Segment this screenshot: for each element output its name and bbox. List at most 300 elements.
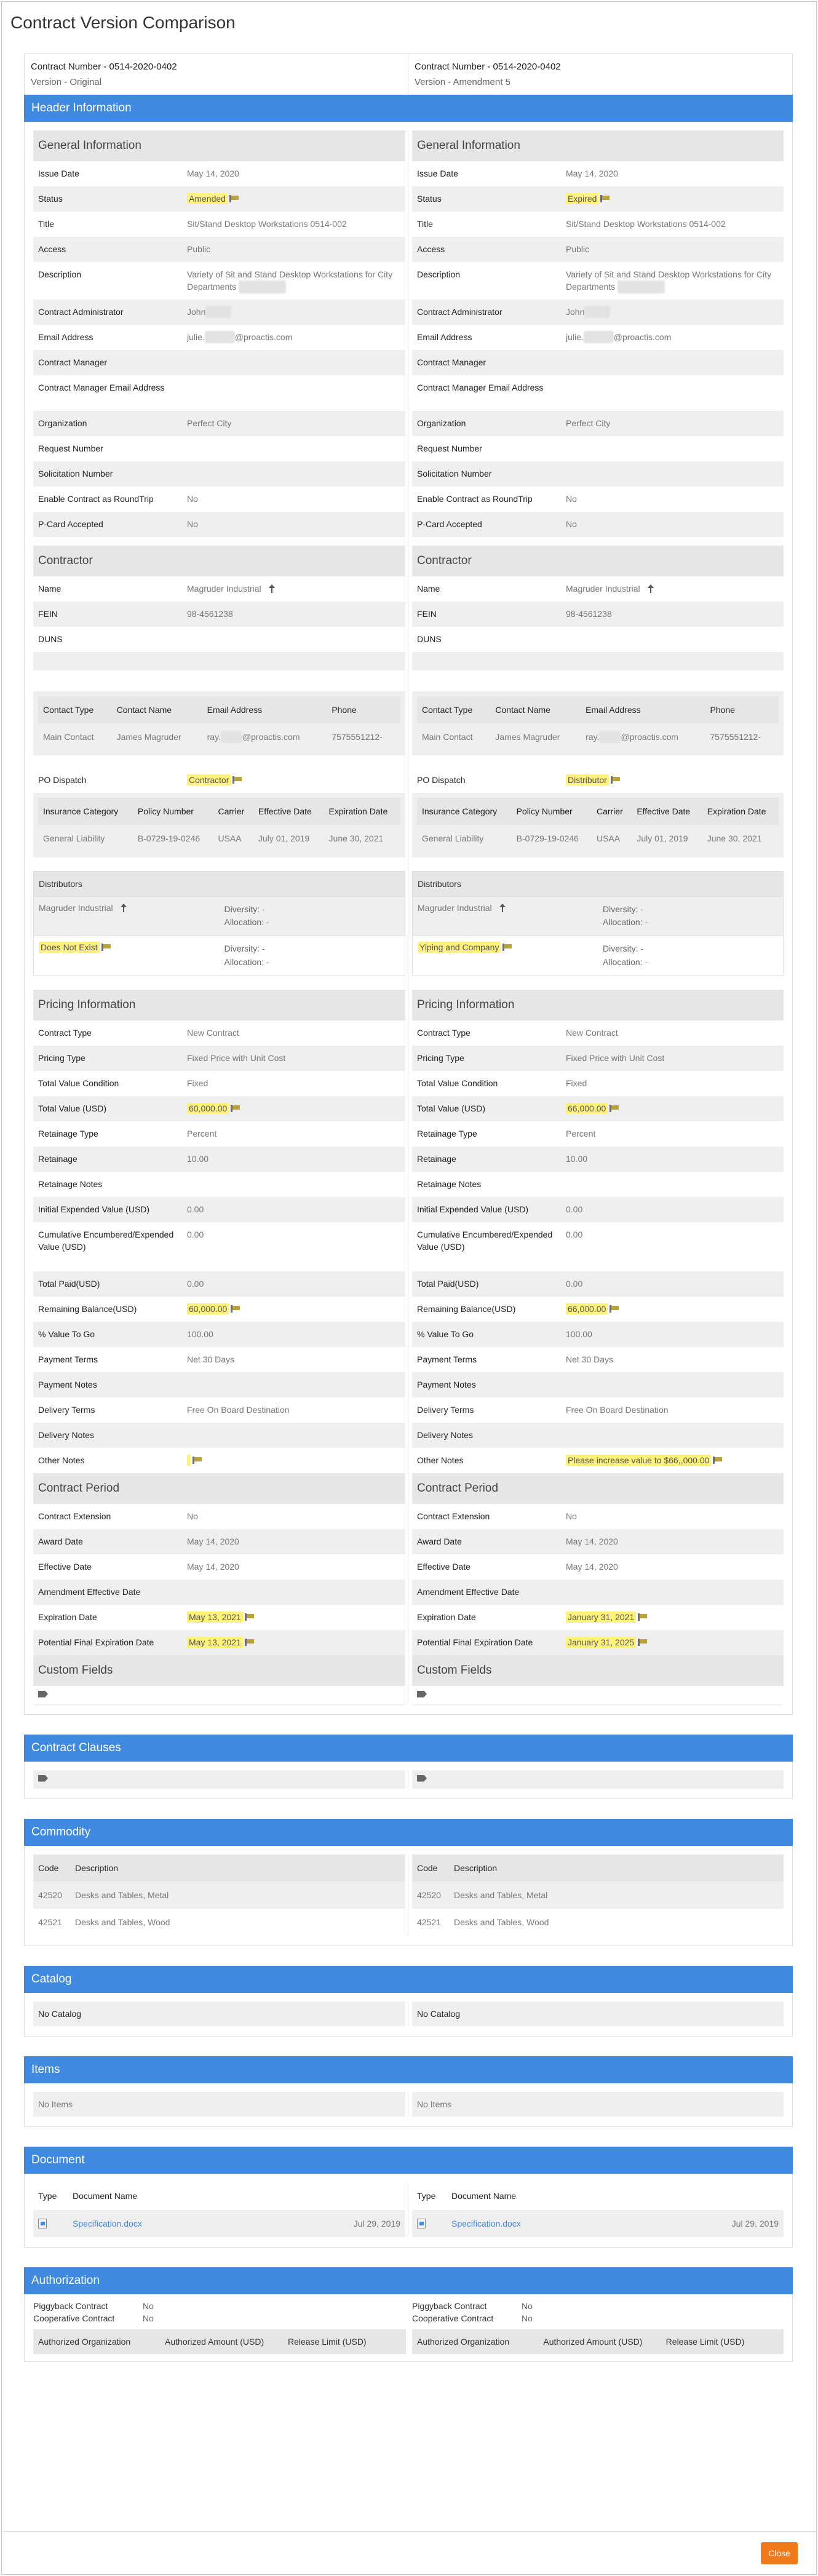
initial-expended-label: Initial Expended Value (USD) [417,1204,529,1214]
contract-type-value: New Contract [566,1027,618,1038]
document-link[interactable]: Specification.docx [73,2218,142,2228]
remaining-value: 60,000.00 [187,1303,229,1314]
contacts-table [38,696,400,751]
table-row [412,1909,784,1936]
roundtrip-value: No [187,493,198,504]
allocation: Allocation: - [224,956,269,967]
access-label: Access [38,244,66,254]
contract-admin-label: Contract Administrator [417,306,502,317]
redacted-text [205,306,231,318]
col-header: Email Address [581,696,705,723]
po-dispatch-label: PO Dispatch [417,775,466,785]
custom-fields-title: Custom Fields [33,1655,405,1686]
insurance-table [417,798,779,853]
cooperative-value: No [143,2313,154,2323]
col-header: Effective Date [253,798,324,825]
piggyback-label: Piggyback Contract [33,2301,108,2312]
word-document-icon [38,2219,47,2228]
allocation: Allocation: - [224,917,269,928]
amendment-effective-label: Amendment Effective Date [417,1586,520,1597]
carrier: USAA [213,825,253,852]
contract-manager-label: Contract Manager [38,357,108,367]
col-header: Code [33,1854,70,1882]
table-row [412,2210,784,2237]
status-value: Amended [187,193,228,204]
status-label: Status [417,194,442,204]
commodity-header[interactable]: Commodity [24,1819,793,1846]
authorization-table-header [33,2329,406,2354]
request-number-label: Request Number [417,443,482,453]
table-row [33,2210,405,2237]
tag-icon [38,1691,48,1698]
delivery-terms-label: Delivery Terms [417,1404,474,1415]
retainage-label: Retainage [417,1153,456,1164]
effective-date-label: Effective Date [38,1561,92,1572]
no-catalog-text: No Catalog [412,2002,784,2026]
document-link[interactable]: Specification.docx [451,2218,521,2228]
distributor-row [413,896,783,936]
commodity-code: 42521 [33,1909,70,1936]
retainage-notes-label: Retainage Notes [417,1179,482,1189]
distributor-name: Magruder Industrial [39,902,113,913]
delivery-terms-value: Free On Board Destination [187,1404,290,1415]
title-value: Sit/Stand Desktop Workstations 0514-002 [566,219,726,229]
delivery-notes-label: Delivery Notes [38,1429,95,1440]
contact-email [202,723,327,750]
piggyback-label: Piggyback Contract [412,2301,487,2312]
award-date-label: Award Date [417,1536,462,1546]
payment-notes-label: Payment Notes [38,1379,97,1389]
expiration-date-label: Expiration Date [417,1612,476,1622]
organization-label: Organization [417,418,466,428]
commodity-description: Desks and Tables, Metal [449,1882,784,1909]
tvc-label: Total Value Condition [417,1078,498,1088]
policy-number: B-0729-19-0246 [512,825,592,852]
retainage-value: 10.00 [187,1153,209,1164]
contract-manager-email-label: Contract Manager Email Address [417,382,544,392]
allocation: Allocation: - [603,956,648,967]
other-notes-value [187,1455,191,1466]
contractor-name: Magruder Industrial [566,583,640,594]
pricing-type-label: Pricing Type [38,1052,85,1063]
comparison-content [24,54,793,2362]
change-flag-icon [245,1613,255,1621]
change-flag-icon [638,1639,648,1646]
retainage-label: Retainage [38,1153,77,1164]
award-date-value: May 14, 2020 [566,1536,618,1546]
other-notes-value: Please increase value to $66,,000.00 [566,1455,711,1466]
expiration-date-value: January 31, 2021 [566,1612,636,1623]
fein-value: 98-4561238 [187,608,233,619]
col-header: Contact Name [490,696,581,723]
col-header: Phone [705,696,779,723]
other-notes-label: Other Notes [38,1455,85,1465]
authorization-body [24,2294,793,2362]
col-header: Insurance Category [417,798,512,825]
col-header: Carrier [592,798,632,825]
extension-value: No [187,1511,198,1521]
contractor-name: Magruder Industrial [187,583,261,594]
table-row [38,825,400,852]
contractor-title: Contractor [412,546,784,576]
distributors-title: Distributors [34,872,405,896]
change-flag-icon [600,195,610,202]
diversity: Diversity: - [603,944,644,954]
cumulative-label: Cumulative Encumbered/Expended Value (USD) [417,1229,553,1252]
cumulative-value: 0.00 [566,1229,583,1239]
insurance-table [38,798,400,853]
contact-type: Main Contact [38,723,112,750]
change-flag-icon [229,195,239,202]
payment-notes-label: Payment Notes [417,1379,476,1389]
total-value: 66,000.00 [566,1103,608,1114]
version-label: Version - Amendment 5 [415,77,510,87]
change-flag-icon [638,1613,648,1621]
expiration-date: June 30, 2021 [324,825,400,852]
contract-clauses-body [24,1762,793,1799]
total-value-label: Total Value (USD) [417,1103,486,1113]
title-value: Sit/Stand Desktop Workstations 0514-002 [187,219,347,229]
piggyback-value: No [143,2301,154,2312]
distributor-name: Does Not Exist [39,942,100,953]
email-prefix: ray. [586,731,600,742]
commodity-description: Desks and Tables, Wood [449,1909,784,1936]
contractor-title: Contractor [33,546,405,576]
redacted-text [239,280,286,293]
retainage-type-label: Retainage Type [38,1128,98,1139]
cumulative-value: 0.00 [187,1229,204,1239]
items-header[interactable]: Items [24,2056,793,2083]
name-label: Name [417,583,440,594]
comparison-window [1,1,817,2575]
roundtrip-label: Enable Contract as RoundTrip [38,493,154,504]
contract-manager-label: Contract Manager [417,357,486,367]
pct-to-go-label: % Value To Go [38,1329,95,1339]
change-flag-icon [193,1457,202,1464]
header-right-pane [408,130,792,1704]
award-date-label: Award Date [38,1536,83,1546]
pcard-label: P-Card Accepted [38,519,103,529]
commodity-description: Desks and Tables, Wood [70,1909,405,1936]
header-information-header[interactable]: Header Information [24,95,793,122]
change-flag-icon [232,776,242,784]
col-header: Document Name [68,2182,264,2209]
amendment-effective-label: Amendment Effective Date [38,1586,141,1597]
commodity-code: 42520 [412,1882,449,1909]
name-label: Name [38,583,62,594]
table-row [412,1882,784,1909]
primary-arrow-icon [499,904,506,912]
tvc-value: Fixed [566,1078,587,1088]
contact-name: James Magruder [490,723,581,750]
col-header: Description [70,1854,405,1882]
organization-label: Organization [38,418,87,428]
col-header: Document Name [447,2182,643,2209]
payment-terms-label: Payment Terms [38,1354,98,1364]
solicitation-number-label: Solicitation Number [38,468,113,479]
tvc-label: Total Value Condition [38,1078,119,1088]
insurance-category: General Liability [417,825,512,852]
col-header: Policy Number [133,798,213,825]
distributors-box [33,871,405,976]
document-body [24,2174,793,2248]
tag-icon [38,1775,48,1782]
description-value: Variety of Sit and Stand Desktop Workstations for City Departments [566,269,772,292]
carrier: USAA [592,825,632,852]
total-paid-label: Total Paid(USD) [417,1278,479,1289]
contact-phone: 7575551212- [705,723,779,750]
col-header: Contact Type [38,696,112,723]
authorization-table-header [412,2329,784,2354]
potential-final-value: May 13, 2021 [187,1637,243,1648]
contacts-table [417,696,779,751]
col-header: Carrier [213,798,253,825]
diversity: Diversity: - [224,944,265,954]
email-label: Email Address [417,332,472,342]
cooperative-value: No [522,2313,533,2323]
col-header: Authorized Amount (USD) [165,2337,264,2347]
expiration-date: June 30, 2021 [702,825,779,852]
col-header: Insurance Category [38,798,133,825]
contract-number: Contract Number - 0514-2020-0402 [415,62,561,72]
table-row [417,825,779,852]
email-suffix: @proactis.com [621,731,679,742]
redacted-text [584,331,614,343]
diversity: Diversity: - [603,904,644,914]
col-header: Authorized Amount (USD) [543,2337,643,2347]
organization-value: Perfect City [566,418,611,428]
initial-expended-label: Initial Expended Value (USD) [38,1204,150,1214]
version-header [24,54,793,95]
total-paid-value: 0.00 [566,1278,583,1289]
contract-type-label: Contract Type [38,1027,92,1038]
document-date: Jul 29, 2019 [643,2210,784,2237]
retainage-type-value: Percent [187,1128,217,1139]
pct-to-go-value: 100.00 [566,1329,592,1339]
redacted-text [221,731,242,743]
cooperative-label: Cooperative Contract [33,2313,115,2323]
period-title: Contract Period [33,1473,405,1504]
delivery-terms-label: Delivery Terms [38,1404,95,1415]
pricing-type-label: Pricing Type [417,1052,464,1063]
status-value: Expired [566,193,598,204]
extension-value: No [566,1511,577,1521]
solicitation-number-label: Solicitation Number [417,468,492,479]
col-header: Expiration Date [702,798,779,825]
table-row [33,1882,405,1909]
contract-clauses-header[interactable]: Contract Clauses [24,1735,793,1762]
pcard-label: P-Card Accepted [417,519,482,529]
total-value-label: Total Value (USD) [38,1103,107,1113]
retainage-notes-label: Retainage Notes [38,1179,103,1189]
version-label: Version - Original [31,77,102,87]
access-label: Access [417,244,445,254]
primary-arrow-icon [121,904,127,912]
col-header: Phone [327,696,400,723]
delivery-notes-label: Delivery Notes [417,1429,474,1440]
table-row [417,723,779,750]
catalog-body [24,1993,793,2037]
contact-type: Main Contact [417,723,490,750]
document-table [412,2182,784,2237]
distributor-row [413,936,783,975]
potential-final-label: Potential Final Expiration Date [417,1637,533,1647]
organization-value: Perfect City [187,418,232,428]
col-header: Release Limit (USD) [288,2337,367,2347]
email-suffix: @proactis.com [242,731,300,742]
col-header: Type [412,2182,447,2209]
redacted-text [205,331,235,343]
change-flag-icon [231,1105,240,1112]
cooperative-label: Cooperative Contract [412,2313,494,2323]
contact-email [581,723,705,750]
commodity-description: Desks and Tables, Metal [70,1882,405,1909]
other-notes-label: Other Notes [417,1455,464,1465]
cumulative-label: Cumulative Encumbered/Expended Value (USD) [38,1229,174,1252]
commodity-body [24,1846,793,1947]
distributor-name: Magruder Industrial [418,902,492,913]
pricing-type-value: Fixed Price with Unit Cost [187,1052,286,1063]
retainage-value: 10.00 [566,1153,588,1164]
col-header: Authorized Organization [417,2337,510,2347]
distributor-row [34,936,405,975]
no-catalog-text: No Catalog [33,2002,405,2026]
contract-admin-label: Contract Administrator [38,306,124,317]
effective-date-value: May 14, 2020 [187,1561,239,1572]
col-header: Effective Date [632,798,702,825]
issue-date-value: May 14, 2020 [187,169,239,178]
change-flag-icon [610,1105,619,1112]
custom-fields-title: Custom Fields [412,1655,784,1686]
general-info-title: General Information [412,130,784,161]
effective-date-value: May 14, 2020 [566,1561,618,1572]
issue-date-label: Issue Date [417,169,458,178]
contact-name: James Magruder [112,723,202,750]
award-date-value: May 14, 2020 [187,1536,239,1546]
contract-admin-value: John [187,306,206,317]
header-information-body [24,122,793,1715]
distributor-name: Yiping and Company [418,942,501,953]
contract-type-label: Contract Type [417,1027,471,1038]
pcard-value: No [187,519,198,529]
no-items-text: No Items [412,2092,784,2117]
access-value: Public [187,244,211,254]
insurance-category: General Liability [38,825,133,852]
col-header: Authorized Organization [38,2337,131,2347]
commodity-table [412,1854,784,1936]
redacted-text [617,280,665,293]
document-table [33,2182,405,2237]
redacted-text [599,731,621,743]
change-flag-icon [611,776,621,784]
title-label: Title [417,219,433,229]
initial-expended-value: 0.00 [187,1204,204,1214]
document-date: Jul 29, 2019 [264,2210,405,2237]
footer-divider [2,2531,817,2532]
total-value: 60,000.00 [187,1103,229,1114]
tag-icon [417,1691,427,1698]
extension-label: Contract Extension [38,1511,111,1521]
po-dispatch-value: Distributor [566,774,609,785]
extension-label: Contract Extension [417,1511,490,1521]
contract-manager-email-label: Contract Manager Email Address [38,382,165,392]
catalog-header[interactable]: Catalog [24,1966,793,1993]
change-flag-icon [713,1457,723,1464]
commodity-table [33,1854,405,1936]
close-button[interactable]: Close [761,2542,798,2564]
redacted-text [584,306,610,318]
pricing-title: Pricing Information [412,990,784,1020]
effective-date: July 01, 2019 [253,825,324,852]
distributor-row [34,896,405,936]
document-header[interactable]: Document [24,2147,793,2174]
pricing-title: Pricing Information [33,990,405,1020]
remaining-label: Remaining Balance(USD) [38,1303,137,1314]
col-header: Contact Type [417,696,490,723]
initial-expended-value: 0.00 [566,1204,583,1214]
col-header: Contact Name [112,696,202,723]
contract-admin-value: John [566,306,585,317]
table-row [38,723,400,750]
col-header: Email Address [202,696,327,723]
payment-terms-label: Payment Terms [417,1354,477,1364]
no-items-text: No Items [33,2092,405,2117]
effective-date-label: Effective Date [417,1561,471,1572]
primary-arrow-icon [648,584,654,593]
email-prefix: julie. [187,332,205,342]
change-flag-icon [245,1639,255,1646]
remaining-label: Remaining Balance(USD) [417,1303,516,1314]
col-header: Code [412,1854,449,1882]
fein-label: FEIN [38,608,58,619]
items-body [24,2083,793,2127]
general-info-title: General Information [33,130,405,161]
authorization-header[interactable]: Authorization [24,2267,793,2294]
window-title: Contract Version Comparison [10,13,236,32]
diversity: Diversity: - [224,904,265,914]
pricing-type-value: Fixed Price with Unit Cost [566,1052,665,1063]
contract-type-value: New Contract [187,1027,239,1038]
description-label: Description [38,269,82,279]
col-header: Description [449,1854,784,1882]
change-flag-icon [610,1305,619,1313]
commodity-code: 42521 [412,1909,449,1936]
duns-label: DUNS [417,634,442,644]
remaining-value: 66,000.00 [566,1303,608,1314]
payment-terms-value: Net 30 Days [187,1354,235,1364]
po-dispatch-value: Contractor [187,774,231,785]
primary-arrow-icon [269,584,275,593]
col-header: Expiration Date [324,798,400,825]
pcard-value: No [566,519,577,529]
access-value: Public [566,244,590,254]
request-number-label: Request Number [38,443,103,453]
commodity-code: 42520 [33,1882,70,1909]
retainage-type-value: Percent [566,1128,596,1139]
period-title: Contract Period [412,1473,784,1504]
title-label: Title [38,219,54,229]
email-label: Email Address [38,332,93,342]
description-label: Description [417,269,461,279]
roundtrip-value: No [566,493,577,504]
allocation: Allocation: - [603,917,648,928]
issue-date-value: May 14, 2020 [566,169,618,178]
word-document-icon [417,2219,426,2228]
tag-icon [417,1775,427,1782]
email-suffix: @proactis.com [613,332,672,342]
policy-number: B-0729-19-0246 [133,825,213,852]
tvc-value: Fixed [187,1078,208,1088]
